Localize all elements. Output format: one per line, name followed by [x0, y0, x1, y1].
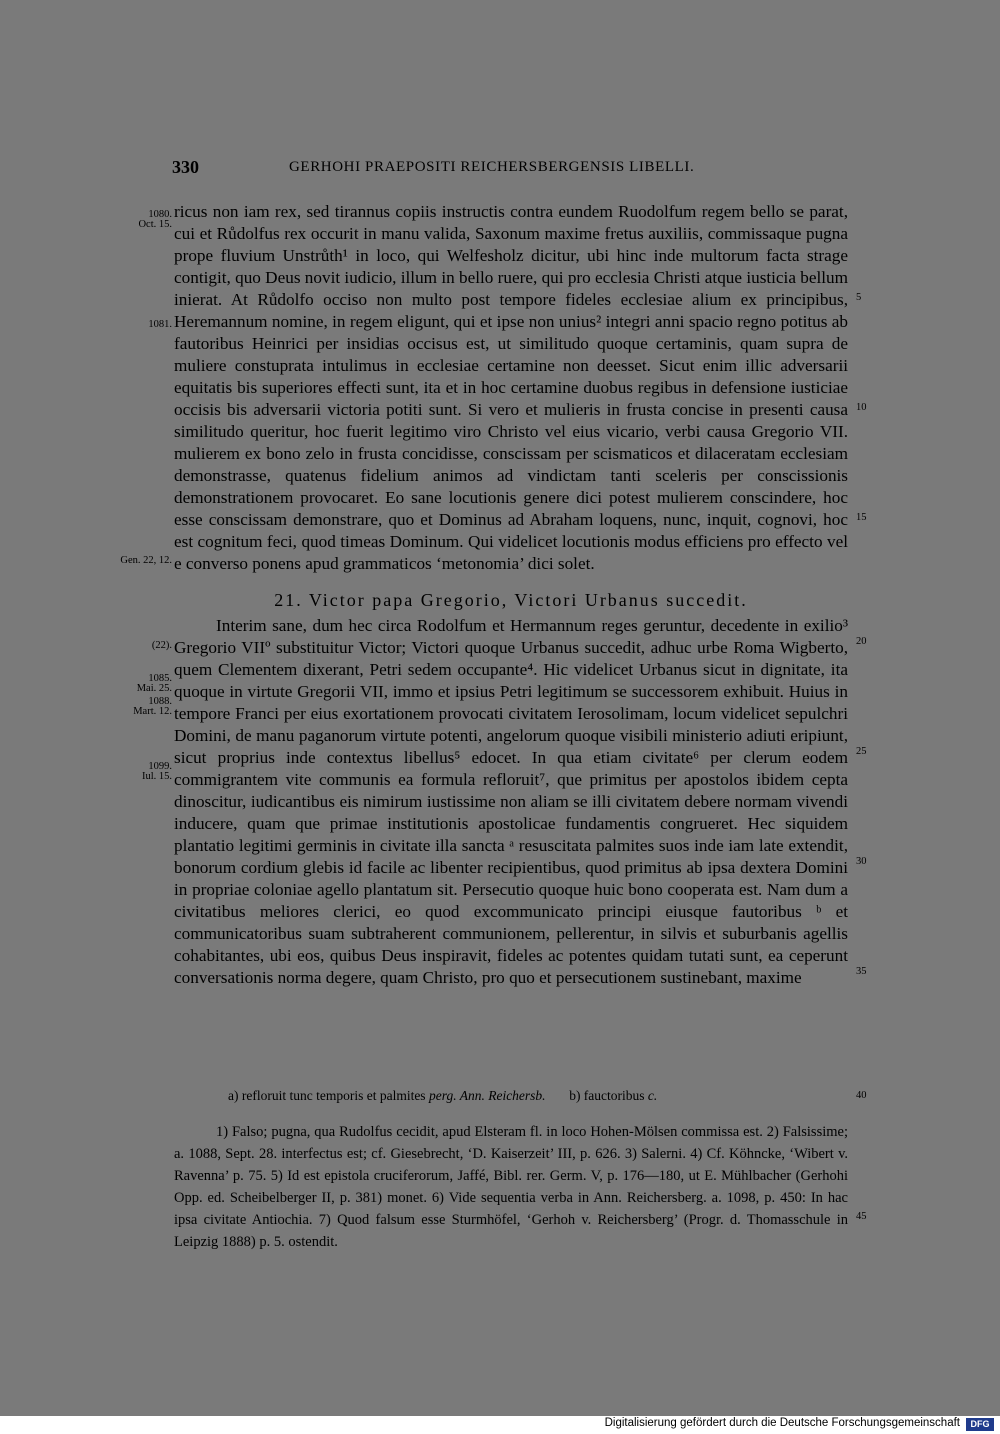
apparatus-a: a) refloruit tunc temporis et palmites [228, 1088, 426, 1103]
line-number-30: 30 [856, 856, 867, 867]
running-title: GERHOHI PRAEPOSITI REICHERSBERGENSIS LIBELLI. [289, 159, 695, 175]
footnotes-text: 1) Falso; pugna, qua Rudolfus cecidit, apud Elsteram fl. in loco Hohen-Mölsen commissa est. 2) Falsissime; a. 1088, Sept. 28. interfectus est; cf. Giesebrecht, ‘D. Kaiserzeit’ III, p. 626. 3) Salerni. 4) Cf. Köhncke, ‘Wibert v. Ravenna’ p. 75. 5) Id est epistola cruciferorum, Jaffé, Bibl. rer. Germ. V, p. 176—180, ut E. Mühlbacher (Gerhohi Opp. ed. Scheibelberger II, p. 381) monet. 6) Vide sequentia verba in Ann. Reichersberg. a. 1098, p. 450: In hac ipsa civitate Antiochia. 7) Quod falsum esse Sturmhöfel, ‘Gerhoh v. Reichersberg’ (Progr. d. Thomasschule in Leipzig 1888) p. 5. ostendit. [174, 1124, 848, 1250]
page-header [172, 157, 852, 183]
line-number-35: 35 [856, 966, 867, 977]
margin-date-3: 1085. Mai. 25. [136, 673, 172, 694]
main-text [174, 201, 848, 989]
paragraph-1: ricus non iam rex, sed tirannus copiis instructis contra eundem Ruodolfum regem bello se parat, cui et Růdolfus rex occurit in manu valida, Saxonum maxime fretus auxiliis, commissaque pugna prope fluvium Unstrůth¹ in loco, qui Welfesholz dicitur, ubi hinc inde multorum facta strage contigit, quo Deus novit iudicio, illum in bello ruere, qui pro ecclesia Christi atque iusticia bellum inierat. At Růdolfo occiso non multo post tempore fideles ecclesiae alium ex principibus, Heremannum nomine, in regem eligunt, qui et ipse non unius² integri anni spacio regno potitus ab fautoribus Heinrici per insidias occisus est, ut similitudo quoque certaminis, quam supra de muliere constuprata intulimus in ecclesiae certamine non deesset. Sicut enim illic adversarii equitatis bis superiores effecti sunt, ita et in hoc certamine duobus regibus in defensione iusticiae occisis bis adversarii victoria potiti sunt. Si vero et mulieris in frusta concise in presenti causa similitudo queritur, hoc fuerit legitimo viro Christo vel eius vicario, verbi causa Gregorio VII. mulierem ex bono zelo in frusta concidisse, conscissam per scismaticos et dilaceratam ecclesiam demonstrasse, quatenus fidelium animos ad vindictam tanti sceleris per conscissionis demonstrationem provocaret. Eo sane locutionis genere dici potest mulierem conscindere, hoc esse conscissam demonstrare, quo et Dominus ad Abraham loquens, nunc, inquit, cognovi, hoc est cognitum feci, quod timeas Dominum. Qui videlicet locutionis modus efficiens pro effecto vel e converso ponens apud grammaticos ‘metonomia’ dici solet. [174, 202, 848, 573]
section-title: 21. Victor papa Gregorio, Victori Urbanus succedit. [274, 590, 748, 610]
line-number-10: 10 [856, 402, 867, 413]
paragraph-2: Interim sane, dum hec circa Rodolfum et Hermannum reges geruntur, decedente in exilio³ Gregorio VIIº substituitur Victor; Victori quoque Urbanus succedit, adhuc urbe Roma Wigberto, quem Clementem dixerant, Petri sedem occupante⁴. Hic videlicet Urbanus sicut in dignitate, ita quoque in virtute Gregorii VII, immo et ipsius Petri legitimum se successorem exhibuit. Huius in tempore Franci per eius exortationem provocati civitatem Ierosolimam, locum videlicet sepulchri Domini, de manu paganorum virtute potenti, angelorum quoque visibili ministerio adiuti eripiunt, sicut proprius inde contextus libellus⁵ edocet. In qua etiam civitate⁶ per clerum eodem commigrantem vite communis ea formula refloruit⁷, que primitus per apostolos ibidem cepta dinoscitur, iudicantibus eis nimirum iustissime non aliam se illi civitatem debere normam vivendi inducere, quam que primae institutionis apostolicae fundamentis congrueret. Hec siquidem plantatio legitimi germinis in civitate illa sancta ᵃ resuscitata palmites suos inde iam late extendit, bonorum cordium glebis id facile ac libenter recipientibus, quod primitus ab ipsa dextera Domini in propriae coloniae agello plantatum sit. Persecutio quoque huic bono cooperata est. Nam dum a civitatibus meliores clerici, eo quod excommunicato principi eiusque fautoribus ᵇ et communicatoribus suam subtraherent communionem, pellerentur, in silvis et suburbanis agellis cohabitantes, ubi eos, quibus Deus inspiravit, fideles ac potentes quidam tutati sunt, ea ceperunt conversationis norma degere, quam Christo, pro quo et persecutionem sustinebant, maxime [174, 616, 848, 987]
footnotes [174, 1121, 848, 1253]
margin-date-4: 1088. Mart. 12. [133, 696, 172, 717]
line-number-20: 20 [856, 636, 867, 647]
line-number-25: 25 [856, 746, 867, 757]
line-number-5: 5 [856, 292, 862, 303]
apparatus-b-source: c. [647, 1088, 658, 1103]
margin-section-number: (22). [151, 640, 172, 651]
footer-bar [0, 1416, 1000, 1434]
margin-date-2: 1081. [148, 319, 172, 330]
dfg-logo: DFG [966, 1418, 994, 1431]
line-number-15: 15 [856, 512, 867, 523]
critical-apparatus [228, 1088, 657, 1104]
funding-credit: Digitalisierung gefördert durch die Deutsche Forschungsgemeinschaft [604, 1417, 960, 1429]
apparatus-a-source: perg. Ann. Reichersb. [428, 1088, 546, 1103]
margin-date-5: 1099. Iul. 15. [141, 761, 172, 782]
line-number-45: 45 [856, 1211, 867, 1222]
page-number: 330 [172, 157, 199, 177]
line-number-40: 40 [856, 1090, 867, 1101]
margin-ref-gen: Gen. 22, 12. [120, 555, 172, 566]
apparatus-b: b) fauctoribus [569, 1088, 645, 1103]
margin-date-1: 1080. Oct. 15. [138, 209, 172, 230]
